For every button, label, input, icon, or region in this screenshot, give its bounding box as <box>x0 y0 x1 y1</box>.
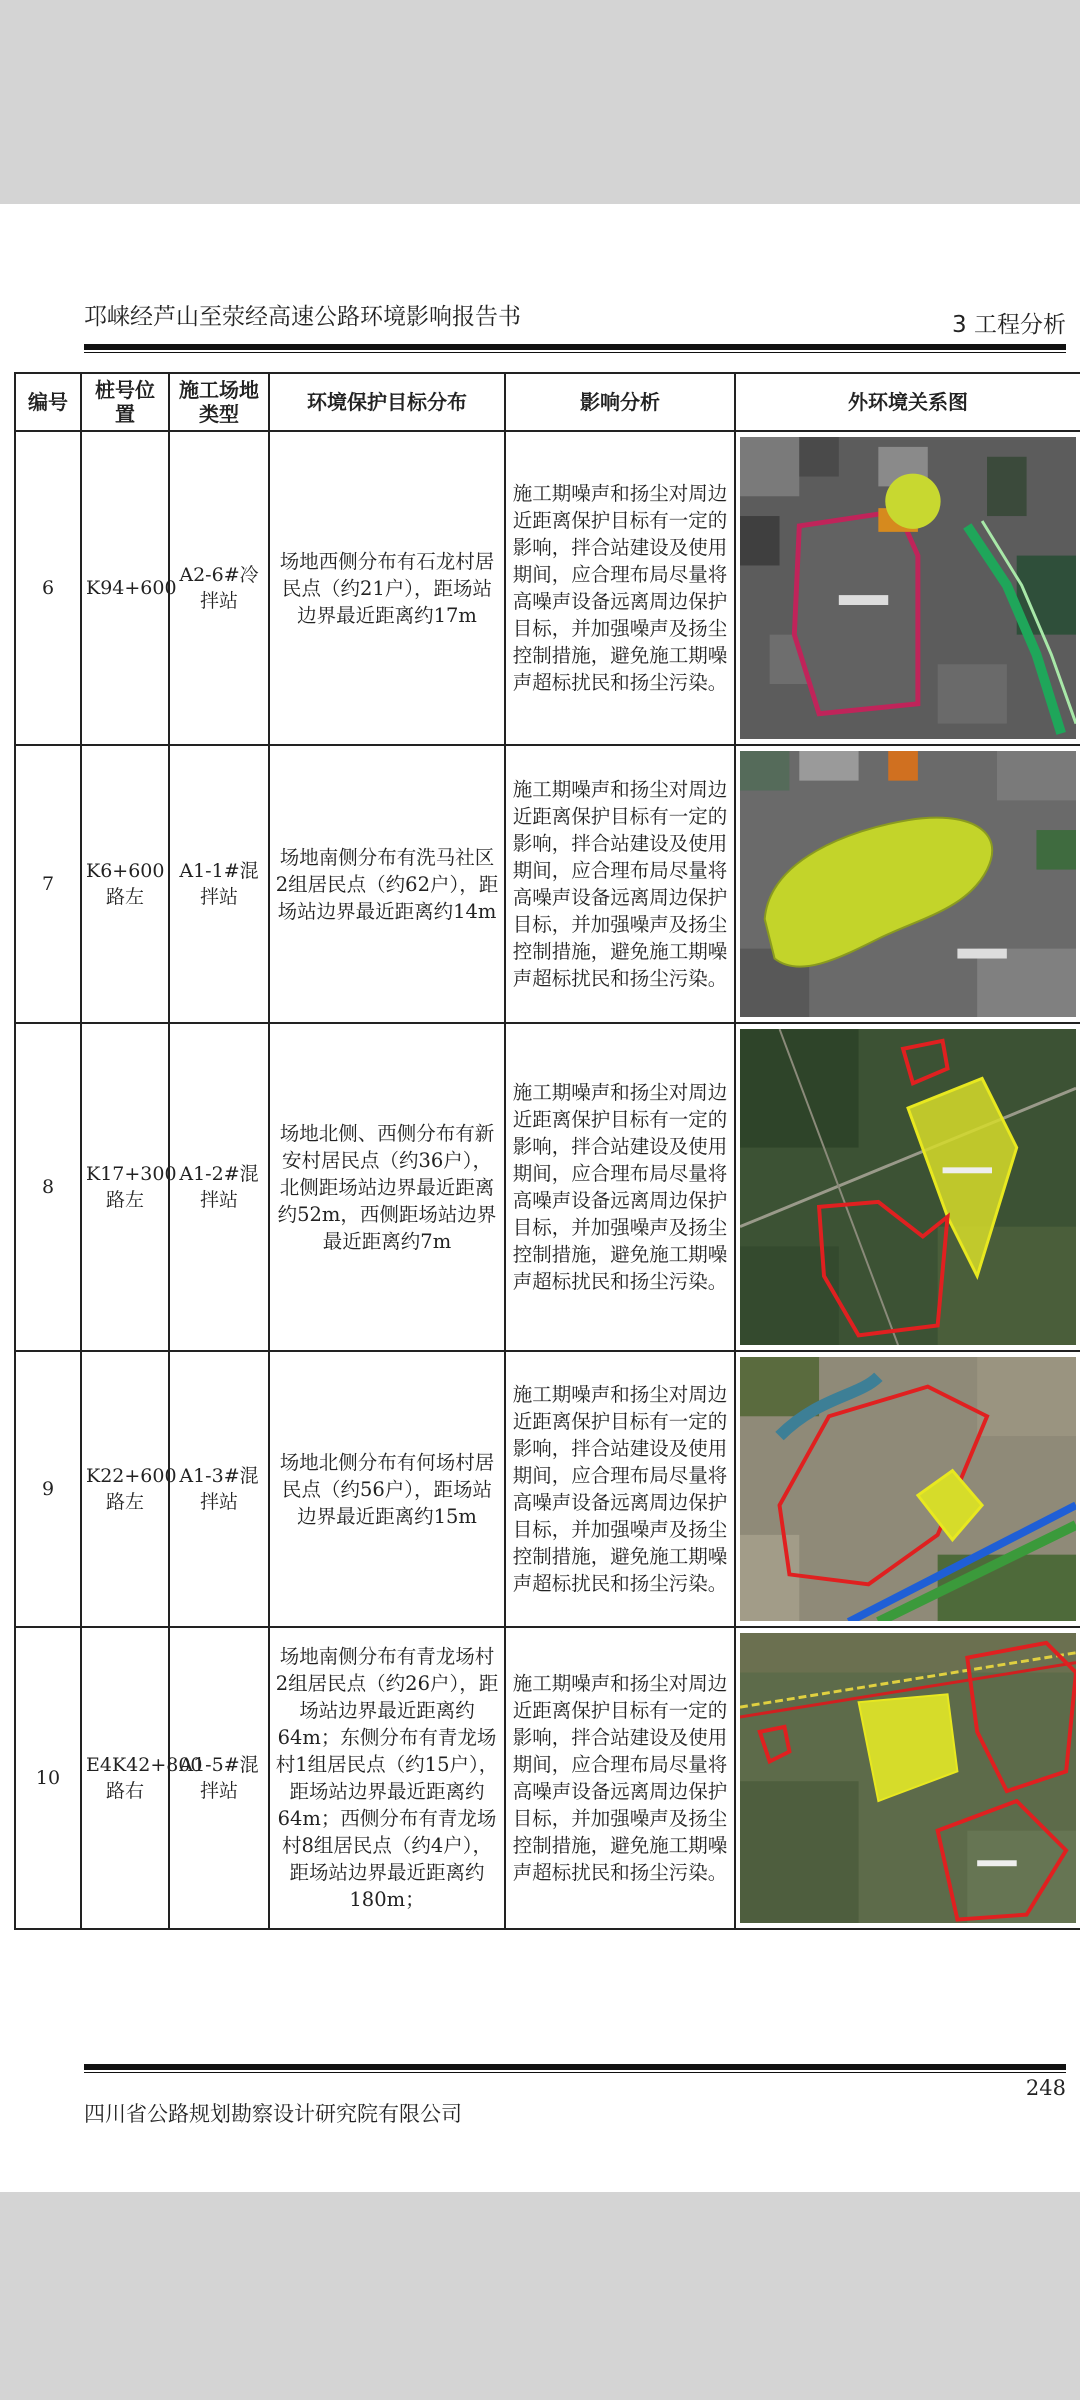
header-map: 外环境关系图 <box>735 373 1080 431</box>
row-site-type: A1-2#混拌站 <box>169 1023 269 1351</box>
header-no: 编号 <box>15 373 81 431</box>
site-map-image <box>735 431 1080 745</box>
row-station: K94+600 <box>81 431 169 745</box>
row-site-type: A1-3#混拌站 <box>169 1351 269 1627</box>
table-row <box>15 1351 1080 1627</box>
page-number: 248 <box>1025 2076 1066 2100</box>
row-no: 8 <box>15 1023 81 1351</box>
row-targets: 场地北侧、西侧分布有新安村居民点（约36户），北侧距场站边界最近距离约52m，西侧距场站边界最近距离约7m <box>269 1023 505 1351</box>
row-site-type: A2-6#冷拌站 <box>169 431 269 745</box>
header-targets: 环境保护目标分布 <box>269 373 505 431</box>
organization-name: 四川省公路规划勘察设计研究院有限公司 <box>84 2102 462 2126</box>
row-targets: 场地南侧分布有青龙场村2组居民点（约26户），距场站边界最近距离约64m；东侧分布有青龙场村1组居民点（约15户），距场站边界最近距离约64m；西侧分布有青龙场村8组居民点（约4户），距场站边界最近距离约180m； <box>269 1627 505 1929</box>
row-impact: 施工期噪声和扬尘对周边近距离保护目标有一定的影响，拌合站建设及使用期间，应合理布局尽量将高噪声设备远离周边保护目标，并加强噪声及扬尘控制措施，避免施工期噪声超标扰民和扬尘污染。 <box>505 431 735 745</box>
header-rule <box>84 344 1066 350</box>
header-station: 桩号位置 <box>81 373 169 431</box>
row-targets: 场地南侧分布有洗马社区2组居民点（约62户），距场站边界最近距离约14m <box>269 745 505 1023</box>
header-site-type: 施工场地类型 <box>169 373 269 431</box>
report-title: 邛崃经芦山至荥经高速公路环境影响报告书 <box>84 304 521 330</box>
row-no: 7 <box>15 745 81 1023</box>
section-title: 3 工程分析 <box>952 312 1066 338</box>
site-map-image <box>740 751 1076 1018</box>
table-row <box>15 1023 1080 1351</box>
table-row <box>15 745 1080 1023</box>
site-map-image <box>740 1357 1076 1622</box>
header-rule-thin <box>84 352 1066 353</box>
row-site-type: A1-1#混拌站 <box>169 745 269 1023</box>
row-impact: 施工期噪声和扬尘对周边近距离保护目标有一定的影响，拌合站建设及使用期间，应合理布局尽量将高噪声设备远离周边保护目标，并加强噪声及扬尘控制措施，避免施工期噪声超标扰民和扬尘污染。 <box>505 1351 735 1627</box>
footer-rule <box>84 2064 1066 2070</box>
site-map-image <box>740 1029 1076 1345</box>
row-targets: 场地西侧分布有石龙村居民点（约21户），距场站边界最近距离约17m <box>269 431 505 745</box>
table-row <box>15 1627 1080 1929</box>
row-site-type: A1-5#混拌站 <box>169 1627 269 1929</box>
footer-rule-thin <box>84 2072 1066 2073</box>
site-map-image <box>740 1633 1076 1924</box>
row-no: 9 <box>15 1351 81 1627</box>
row-impact: 施工期噪声和扬尘对周边近距离保护目标有一定的影响，拌合站建设及使用期间，应合理布局尽量将高噪声设备远离周边保护目标，并加强噪声及扬尘控制措施，避免施工期噪声超标扰民和扬尘污染。 <box>505 1023 735 1351</box>
row-targets: 场地北侧分布有何场村居民点（约56户），距场站边界最近距离约15m <box>269 1351 505 1627</box>
site-map-image <box>735 1351 1080 1627</box>
table-row <box>15 431 1080 745</box>
environment-table <box>14 372 1080 1930</box>
row-station: K6+600路左 <box>81 745 169 1023</box>
site-map-image <box>735 1627 1080 1929</box>
document-page <box>0 204 1080 2192</box>
site-map-image <box>740 437 1076 739</box>
row-no: 10 <box>15 1627 81 1929</box>
site-map-image <box>735 1023 1080 1351</box>
row-no: 6 <box>15 431 81 745</box>
row-impact: 施工期噪声和扬尘对周边近距离保护目标有一定的影响，拌合站建设及使用期间，应合理布局尽量将高噪声设备远离周边保护目标，并加强噪声及扬尘控制措施，避免施工期噪声超标扰民和扬尘污染。 <box>505 1627 735 1929</box>
row-impact: 施工期噪声和扬尘对周边近距离保护目标有一定的影响，拌合站建设及使用期间，应合理布局尽量将高噪声设备远离周边保护目标，并加强噪声及扬尘控制措施，避免施工期噪声超标扰民和扬尘污染。 <box>505 745 735 1023</box>
row-station: K17+300路左 <box>81 1023 169 1351</box>
table-header-row <box>15 373 1080 431</box>
row-station: E4K42+800路右 <box>81 1627 169 1929</box>
header-impact: 影响分析 <box>505 373 735 431</box>
row-station: K22+600路左 <box>81 1351 169 1627</box>
site-map-image <box>735 745 1080 1023</box>
